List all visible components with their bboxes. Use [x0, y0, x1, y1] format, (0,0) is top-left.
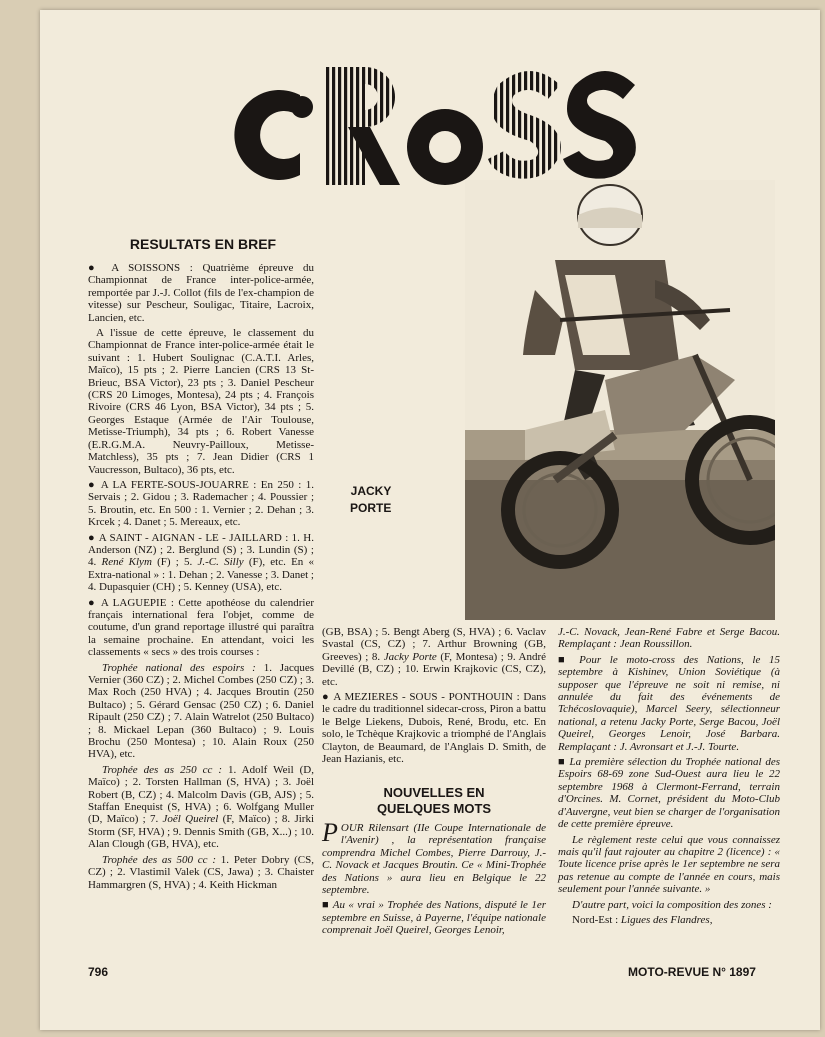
logo-letter-s2: [563, 71, 636, 179]
soissons-paragraph: A SOISSONS : Quatrième épreuve du Championnat de France inter-police-armée, remportée par J.-J. Collot (fils de l'ex-champion de vitesse) sur Pescheur, Souligac, Titaire, Lacroix, Lancien, etc.: [88, 262, 314, 324]
zone-label: Nord-Est :: [572, 913, 619, 926]
right-para-1: J.-C. Novack, Jean-René Fabre et Serge Bacou. Remplaçant : Jean Roussillon.: [558, 626, 780, 651]
caption-line-2: PORTE: [350, 501, 392, 515]
page-number: 796: [88, 965, 109, 979]
logo-letter-c-dot: [291, 96, 313, 118]
right-column: J.-C. Novack, Jean-René Fabre et Serge Bacou. Remplaçant : Jean Roussillon. ■ Pour le moto-cross des Nations, le 15 septembre à Kishinev, Union Soviétique (à supposer que l'épreuve ne soit ni remise, ni annulée du fait des événements de Tchécoslovaquie), Marcel Seery, sélectionneur national, a retenu Jacky Porte, Serge Bacou, Joël Queirel, Georges Lenoir, José Barbara. Remplaçant : J. Avronsart et J.-J. Tourte. ■ La première sélection du Trophée national des Espoirs 68-69 zone Sud-Ouest aura lieu le 22 septembre 1968 à Clermont-Ferrand, terrain d'Orcines. M. Cornet, président du Moto-Club d'Auvergne, veut bien se charger de l'organisation de cette première épreuve. Le règlement reste celui que vous connaissez mais qu'il faut rajouter au chapitre 2 (licence) : « Toute licence prise après le 1er septembre ne sera pas retenue au compte de l'année en cours, mais seulement pour l'année suivante. » D'autre part, voici la composition des zones : Nord-Est : Ligues des Flandres,: [558, 626, 780, 929]
middle-column: (GB, BSA) ; 5. Bengt Aberg (S, HVA) ; 6. Vaclav Svastal (CS, CZ) ; 7. Arthur Browning (GB, Greeves) ; 8. Jacky Porte (F, Montesa) ; 9. André Devillé (B, CZ) ; 10. Erwin Krajkovic (CS, CZ), etc. ● A MEZIERES - SOUS - PONTHOUIN : Dans le cadre du traditionnel sidecar-cross, Piron a battu le Belge Liekens, Dubois, René, Brodu, etc. En solo, le Tchèque Krajkovic a triomphé de l'Anglais Clayton, de Beaumard, de l'Anglais D. Smith, de Jean Hazianis, etc.: [322, 626, 546, 768]
right-para-2: Pour le moto-cross des Nations, le 15 septembre à Kishinev, Union Soviétique (à supposer que l'épreuve ne soit ni remise, ni annulée du fait des événements de Tchécoslovaquie), Marcel Seery, sélectionneur national, a retenu Jacky Porte, Serge Bacou, Joël Queirel, Georges Lenoir, José Barbara. Remplaçant : J. Avronsart et J.-J. Tourte.: [558, 653, 780, 753]
espoirs-label: Trophée national des espoirs :: [102, 661, 256, 674]
right-para-5: D'autre part, voici la composition des zones :: [572, 898, 772, 911]
aignan-rider-2: J.-C. Silly: [197, 556, 244, 569]
right-para-3: La première sélection du Trophée national des Espoirs 68-69 zone Sud-Ouest aura lieu le 22 septembre 1968 à Clermont-Ferrand, terrain d'Orcines. M. Cornet, président du Moto-Club d'Auvergne, veut bien se charger de l'organisation de cette première épreuve.: [558, 756, 780, 831]
magazine-issue: MOTO-REVUE N° 1897: [628, 965, 756, 979]
as250-label: Trophée des as 250 cc :: [102, 763, 223, 776]
classement-paragraph: A l'issue de cette épreuve, le classement du Championnat de France inter-police-armée était le suivant : 1. Hubert Soulignac (C.A.T.I. Arles, Maïco), 15 pts ; 2. Pierre Lancien (CRS 13 St-Brieuc, BSA Victor), 23 pts ; 3. Daniel Pescheur (CRS 20 Limoges, Montesa), 24 pts ; 4. François Rivoire (CRS 46 Lyon, BSA Victor), 34 pts ; 5. Georges Estaque (Armée de l'Air Toulouse, Metisse-Triumph), 34 pts ; 6. Robert Vanesse (E.R.G.M.A. Neuvry-Pailloux, Metisse-Matchless), 35 pts ; 7. Jean Didier (CRS 1 Vaucresson, Bultaco), 36 pts, etc.: [88, 327, 314, 476]
left-column: ● A SOISSONS : Quatrième épreuve du Championnat de France inter-police-armée, remportée par J.-J. Collot (fils de l'ex-champion de vitesse) sur Pescheur, Souligac, Titaire, Lacroix, Lancien, etc. A l'issue de cette épreuve, le classement du Championnat de France inter-police-armée était le suivant : 1. Hubert Soulignac (C.A.T.I. Arles, Maïco), 15 pts ; 2. Pierre Lancien (CRS 13 St-Brieuc, BSA Victor), 23 pts ; 3. Daniel Pescheur (CRS 20 Limoges, Montesa), 24 pts ; 4. François Rivoire (CRS 46 Lyon, BSA Victor), 34 pts ; 5. Georges Estaque (Armée de l'Air Toulouse, Metisse-Triumph), 34 pts ; 6. Robert Vanesse (E.R.G.M.A. Neuvry-Pailloux, Metisse-Matchless), 35 pts ; 7. Jean Didier (CRS 1 Vaucresson, Bultaco), 36 pts, etc. ● A LA FERTE-SOUS-JOUARRE : En 250 : 1. Servais ; 2. Gidou ; 3. Rademacher ; 4. Poussier ; 5. Broutin, etc. En 500 : 1. Vernier ; 2. Dehan ; 3. Krcek ; 4. Danet ; 5. Mereaux, etc. ● A SAINT - AIGNAN - LE - JAILLARD : 1. H. Anderson (NZ) ; 2. Berglund (S) ; 3. Lundin (S) ; 4. René Klym (F) ; 5. J.-C. Silly (F), etc. En « Extra-national » : 1. Dehan ; 2. Vanesse ; 3. Danet ; 4. Dupasquier (CH) ; 5. Kenney (USA), etc. ● A LAGUEPIE : Cette apothéose du calendrier français international fera l'objet, comme de coutume, d'un grand reportage illustré qui paraîtra la semaine prochaine. En attendant, voici les classements « secs » des trois courses : Trophée national des espoirs : 1. Jacques Vernier (360 CZ) ; 2. Michel Combes (250 CZ) ; 3. Max Roch (250 HVA) ; 4. Jacques Broutin (250 Bultaco) ; 5. Gérard Gensac (250 CZ) ; 6. Daniel Ripault (250 CZ) ; 7. Alain Watrelot (250 Bultaco) ; 8. Mickael Lepan (360 Bultaco) ; 9. Louis Brochu (250 Montesa) ; 10. Alain Roux (250 HVA), etc. Trophée des as 250 cc : 1. Adolf Weil (D, Maïco) ; 2. Torsten Hallman (S, HVA) ; 3. Joël Robert (B, CZ) ; 4. Malcolm Davis (GB, AJS) ; 5. Staffan Enequist (S, HVA) ; 6. Wolfgang Muller (D, Maïco) ; 7. Joël Queirel (F, Maïco) ; 8. Jirki Storm (SF, HVA) ; 9. Dennis Smith (GB, X...) ; 10. Alan Clough (GB, HVA), etc. Trophée des as 500 cc : 1. Peter Dobry (CS, CZ) ; 2. Vlastimil Valek (CS, Jawa) ; 3. Chaister Hammargren (S, HVA) ; 4. Keith Hickman: [88, 262, 314, 894]
laguepie-paragraph: A LAGUEPIE : Cette apothéose du calendrier français international fera l'objet, comme de coutume, d'un grand reportage illustré qui paraîtra la semaine prochaine. En attendant, voici les classements « secs » des trois courses :: [88, 596, 314, 659]
espoirs-results: 1. Jacques Vernier (360 CZ) ; 2. Michel Combes (250 CZ) ; 3. Max Roch (250 HVA) ; 4. Jacques Broutin (250 Bultaco) ; 5. Gérard Gensac (250 CZ) ; 6. Daniel Ripault (250 CZ) ; 7. Alain Watrelot (250 Bultaco) ; 8. Mickael Lepan (360 Bultaco) ; 9. Louis Brochu (250 Montesa) ; 10. Alain Roux (250 HVA), etc.: [88, 661, 314, 761]
dropcap: P: [322, 818, 338, 847]
resultats-heading: RESULTATS EN BREF: [129, 236, 277, 252]
as500-results: 1. Peter Dobry (CS, CZ) ; 2. Vlastimil Valek (CS, Jawa) ; 3. Chaister Hammargren (S, HVA) ; 4. Keith Hickman: [88, 853, 315, 891]
as500-label: Trophée des as 500 cc :: [102, 853, 216, 866]
photo-caption: [350, 483, 391, 517]
ferte-paragraph: A LA FERTE-SOUS-JOUARRE : En 250 : 1. Servais ; 2. Gidou ; 3. Rademacher ; 4. Poussier ; 5. Broutin, etc. En 500 : 1. Vernier ; 2. Dehan ; 3. Krcek ; 4. Danet ; 5. Mereaux, etc.: [88, 478, 314, 529]
aignan-rider-1: René Klym: [101, 556, 152, 569]
cross-title-logo: [230, 55, 640, 190]
pour-paragraph: OUR Rilensart (IIe Coupe Internationale de l'Avenir) , la représentation française comprendra Michel Combes, Pierre Darrouy, J.-C. Novack et Jacques Broutin. Ce « Mini-Trophée des Nations » aura lieu en Belgique le 22 septembre.: [322, 822, 546, 897]
aignan-paragraph-a: A SAINT - AIGNAN - LE - JAILLARD : 1. H. Anderson (NZ) ; 2. Berglund (S) ; 3. Lundin (S) ; 4.: [88, 531, 314, 569]
rider-photo: [465, 180, 775, 620]
vrai-paragraph: Au « vrai » Trophée des Nations, disputé le 1er septembre en Suisse, à Payerne, l'équipe nationale comprenait Joël Queirel, Georges Lenoir,: [322, 899, 546, 937]
middle-column-news: [322, 818, 546, 940]
logo-letter-r-bowl: [365, 67, 395, 127]
logo-letter-r-stem: [325, 67, 365, 185]
logo-letter-s1: [488, 71, 561, 179]
mezieres-paragraph: A MEZIERES - SOUS - PONTHOUIN : Dans le cadre du traditionnel sidecar-cross, Piron a battu le Belge Liekens, Dubois, René, Brodu, etc. En solo, le Tchèque Krajkovic a triomphé de l'Anglais Clayton, de Beaumard, de l'Anglais D. Smith, de Jean Hazianis, etc.: [322, 691, 546, 766]
nouvelles-heading: NOUVELLES EN QUELQUES MOTS: [376, 785, 492, 816]
logo-letter-c: [234, 90, 300, 180]
caption-line-1: JACKY: [350, 484, 392, 498]
right-para-4: Le règlement reste celui que vous connaissez mais qu'il faut rajouter au chapitre 2 (licence) : « Toute licence prise après le 1er septembre ne sera pas retenue au compte de l'année en cours, mais seulement pour l'année suivante. »: [558, 833, 780, 896]
